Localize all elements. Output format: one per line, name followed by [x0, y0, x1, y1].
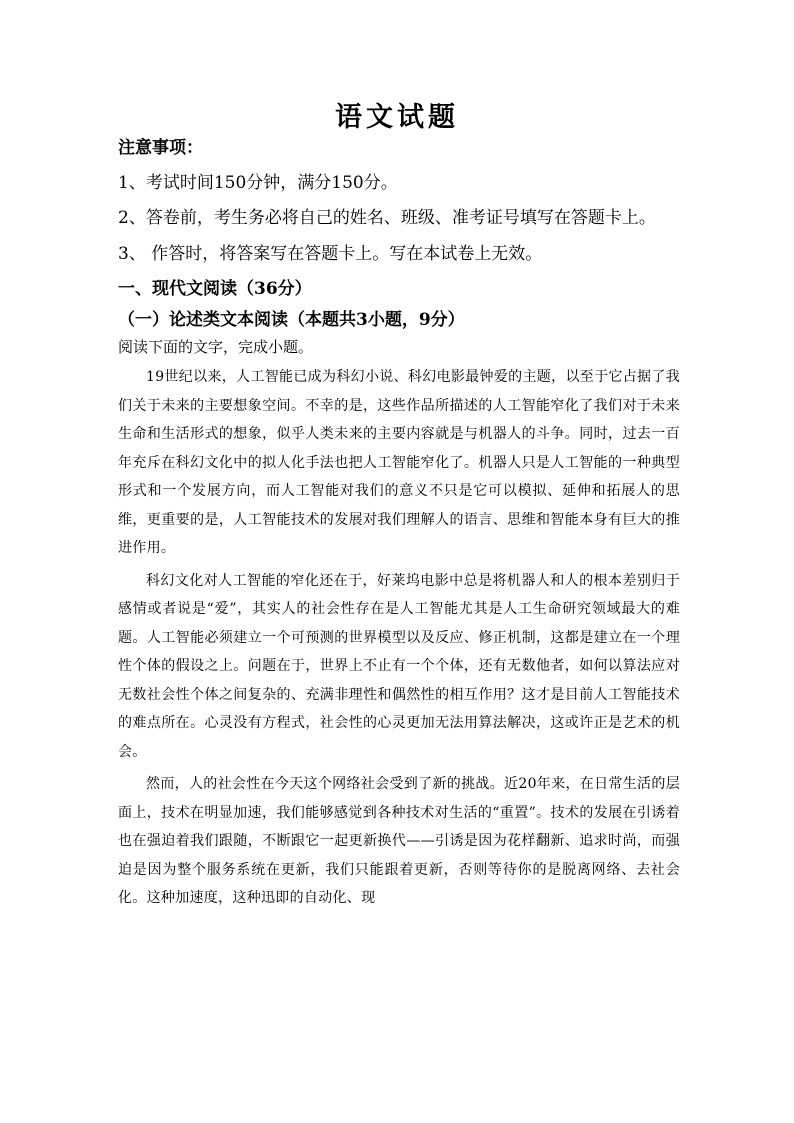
section-title: 一、现代文阅读（36分）: [118, 279, 312, 299]
notes-heading: 注意事项：: [118, 138, 203, 158]
passage-paragraph-2: 科幻文化对人工智能的窄化还在于，好莱坞电影中总是将机器人和人的根本差别归于感情或者说是“爱”，其实人的社会性存在是人工智能尤其是人工生命研究领域最大的难题。人工智能必须建立一个可预测的世界模型以及反应、修正机制，这都是建立在一个理性个体的假设之上。问题在于，世界上不止有一个个体，还有无数他者，如何以算法应对无数社会性个体之间复杂的、充满非理性和偶然性的相互作用？这才是目前人工智能技术的难点所在。心灵没有方程式，社会性的心灵更加无法用算法解决，这或许正是艺术的机会。: [118, 572, 680, 760]
note-item-2: 2、答卷前，考生务必将自己的姓名、班级、准考证号填写在答题卡上。: [118, 208, 656, 228]
note-item-3: 3、 作答时，将答案写在答题卡上。写在本试卷上无效。: [118, 244, 543, 264]
passage-paragraph-3: 然而，人的社会性在今天这个网络社会受到了新的挑战。近20年来，在日常生活的层面上，技术在明显加速，我们能够感觉到各种技术对生活的“重置”。技术的发展在引诱着也在强迫着我们跟随，不断跟它一起更新换代——引诱是因为花样翻新、追求时尚，而强迫是因为整个服务系统在更新，我们只能跟着更新，否则等待你的是脱离网络、去社会化。这种加速度，这种迅即的自动化、现: [118, 776, 680, 906]
note-item-1: 1、考试时间150分钟，满分150分。: [118, 173, 398, 193]
subsection-title: （一）论述类文本阅读（本题共3小题，9分）: [118, 310, 465, 330]
passage-paragraph-1: 19世纪以来，人工智能已成为科幻小说、科幻电影最钟爱的主题，以至于它占据了我们关于未来的主要想象空间。不幸的是，这些作品所描述的人工智能窄化了我们对于未来生命和生活形式的想象，似乎人类未来的主要内容就是与机器人的斗争。同时，过去一百年充斥在科幻文化中的拟人化手法也把人工智能窄化了。机器人只是人工智能的一种典型形式和一个发展方向，而人工智能对我们的意义不只是它可以模拟、延伸和拓展人的思维，更重要的是，人工智能技术的发展对我们理解人的语言、思维和智能本身有巨大的推进作用。: [118, 369, 680, 556]
reading-instruction: 阅读下面的文字，完成小题。: [118, 338, 314, 356]
exam-content: [118, 136, 680, 917]
exam-title: 语文试题: [335, 102, 459, 133]
